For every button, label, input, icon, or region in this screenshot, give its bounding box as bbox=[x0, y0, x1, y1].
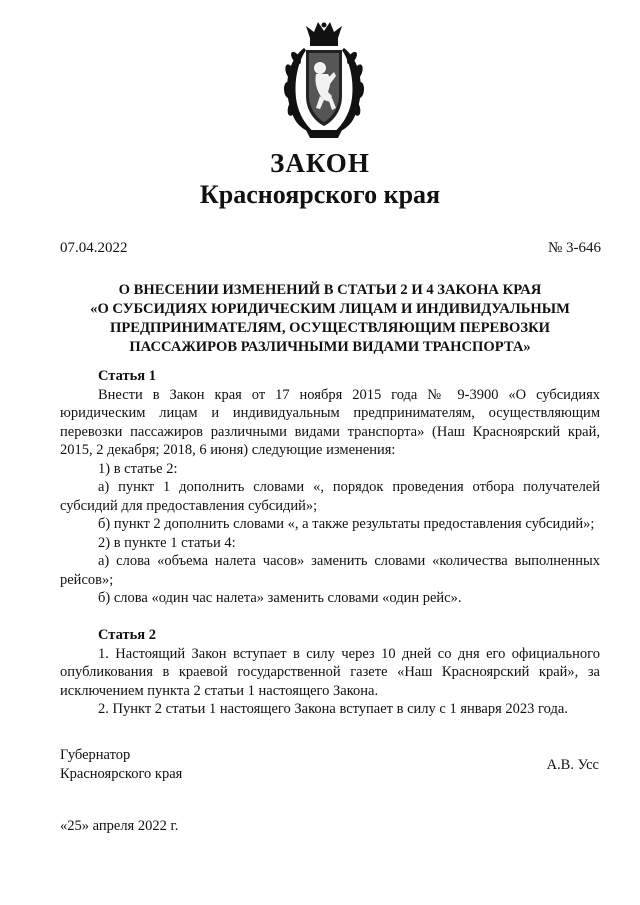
heading-line: ПРЕДПРИНИМАТЕЛЯМ, ОСУЩЕСТВЛЯЮЩИМ ПЕРЕВОЗКИ bbox=[109, 320, 551, 336]
article-paragraph: 2. Пункт 2 статьи 1 настоящего Закона вступает в силу с 1 января 2023 года. bbox=[98, 701, 568, 717]
heading-line: «О СУБСИДИЯХ ЮРИДИЧЕСКИМ ЛИЦАМ И ИНДИВИДУАЛЬНЫМ bbox=[90, 301, 570, 317]
article-2 bbox=[60, 626, 600, 719]
article-paragraph: 2) в пункте 1 статьи 4: bbox=[98, 534, 236, 551]
article-paragraph: б) слова «один час налета» заменить словами «один рейс». bbox=[98, 590, 462, 606]
governor-line: Красноярского края bbox=[60, 765, 183, 782]
law-title: ЗАКОН bbox=[270, 148, 370, 178]
article-paragraph: а) пункт 1 дополнить словами «, порядок проведения отбора получателей субсидий для предоставления субсидий»; bbox=[60, 479, 600, 514]
signing-date: «25» апреля 2022 г. bbox=[60, 818, 179, 834]
governor-line: Губернатор bbox=[60, 747, 131, 763]
governor-title bbox=[60, 746, 182, 783]
article-paragraph: Внести в Закон края от 17 ноября 2015 года № 9-3900 «О субсидиях юридическим лицам и индивидуальным предпринимателям, осуществляющим перевозки пассажиров различными видами транспорта» (Наш Красноярский край, 2015, 2 декабря; 2018, 6 июня) следующие изменения: bbox=[60, 386, 600, 458]
article-paragraph: б) пункт 2 дополнить словами «, а также результаты предоставления субсидий»; bbox=[98, 516, 595, 532]
article-paragraph: 1. Настоящий Закон вступает в силу через 10 дней со дня его официального опубликования в краевой государственной газете «Наш Красноярский край», за исключением пункта 2 статьи 1 настоящего Закона. bbox=[60, 645, 600, 699]
article-paragraph: 1) в статье 2: bbox=[98, 460, 178, 477]
heading-line: О ВНЕСЕНИИ ИЗМЕНЕНИЙ В СТАТЬИ 2 И 4 ЗАКОНА КРАЯ bbox=[118, 282, 542, 298]
coat-of-arms-icon bbox=[276, 22, 372, 140]
heading-line: ПАССАЖИРОВ РАЗЛИЧНЫМИ ВИДАМИ ТРАНСПОРТА» bbox=[129, 339, 531, 355]
law-heading bbox=[60, 281, 600, 357]
article-title: Статья 2 bbox=[98, 627, 156, 643]
article-1 bbox=[60, 367, 600, 608]
law-number: № 3-646 bbox=[547, 240, 601, 256]
region-title: Красноярского края bbox=[199, 180, 441, 209]
article-title: Статья 1 bbox=[98, 368, 156, 384]
law-date: 07.04.2022 bbox=[60, 240, 128, 256]
article-paragraph: а) слова «объема налета часов» заменить словами «количества выполненных рейсов»; bbox=[60, 553, 600, 588]
signer-name: А.В. Усс bbox=[546, 757, 599, 773]
